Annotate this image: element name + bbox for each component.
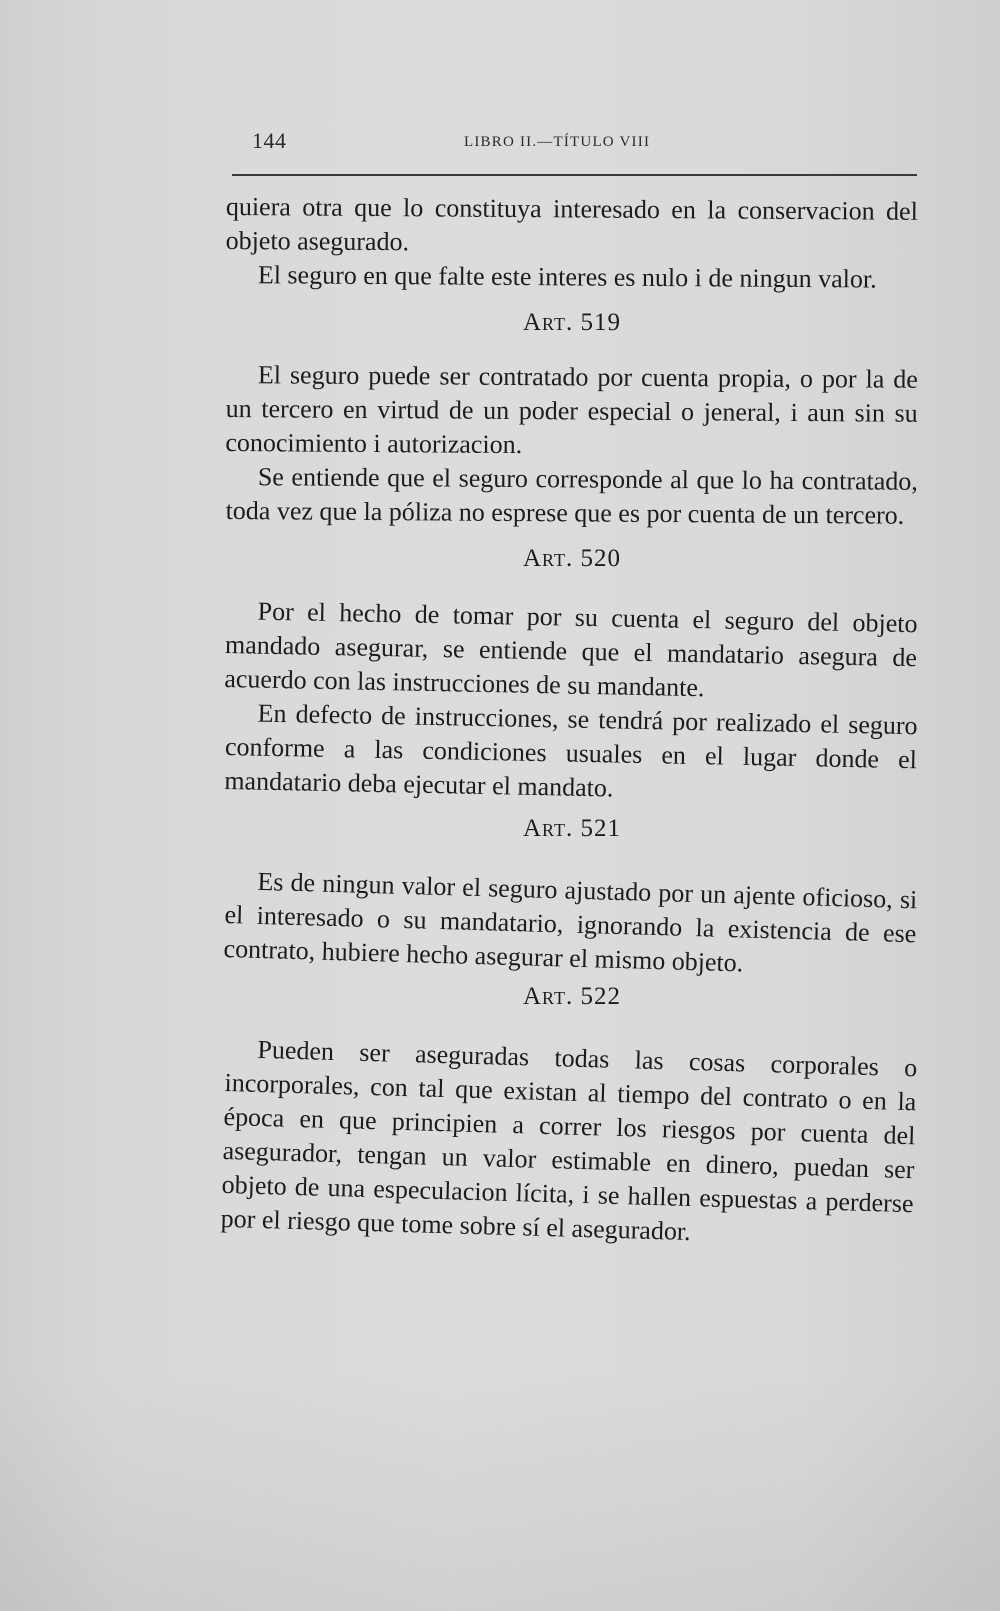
- page-header: [252, 128, 917, 164]
- article-heading-521: Art. 521: [523, 815, 621, 842]
- paragraph: Se entiende que el seguro corresponde al que lo ha contratado, toda vez que la póliza no esprese que es por cuenta de un tercero.: [225, 462, 918, 530]
- article-heading-520: Art. 520: [523, 545, 621, 572]
- paragraph: Por el hecho de tomar por su cuenta el seguro del objeto mandado asegurar, se entiende que el mandatario asegura de acuerdo con las instrucciones de su mandante.: [224, 596, 918, 703]
- page-body: [220, 190, 918, 1247]
- paragraph: Es de ningun valor el seguro ajustado por un ajente oficioso, si el interesado o su mandatario, ignorando la existencia de ese contrato, hubiere hecho asegurar el mismo objeto.: [223, 866, 918, 978]
- paragraph: El seguro puede ser contratado por cuenta propia, o por la de un tercero en virtud de un poder especial o jeneral, i aun sin su conocimiento i autorizacion.: [225, 360, 918, 460]
- paragraph: En defecto de instrucciones, se tendrá por realizado el seguro conforme a las condiciones usuales en el lugar donde el mandatario deba ejecutar el mandato.: [224, 698, 918, 803]
- paragraph-continuation: quiera otra que lo constituya interesado en la conservacion del objeto asegurado.: [225, 191, 918, 257]
- article-heading-519: Art. 519: [523, 309, 621, 336]
- article-heading-522: Art. 522: [523, 983, 621, 1010]
- paragraph: El seguro en que falte este interes es nulo i de ningun valor.: [257, 260, 877, 294]
- page-number: 144: [252, 128, 287, 153]
- header-rule: [232, 174, 917, 176]
- running-title: LIBRO II.—TÍTULO VIII: [464, 134, 651, 150]
- page-shadow: [0, 1371, 1000, 1611]
- paragraph: Pueden ser aseguradas todas las cosas corporales o incorporales, con tal que existan al tiempo del contrato o en la época en que principien a correr los riesgos por cuenta del asegurador, tengan un valor estimable en dinero, puedan ser objeto de una especulacion lícita, i se hallen espuestas a perderse por el riesgo que tome sobre sí el asegurador.: [220, 1034, 918, 1247]
